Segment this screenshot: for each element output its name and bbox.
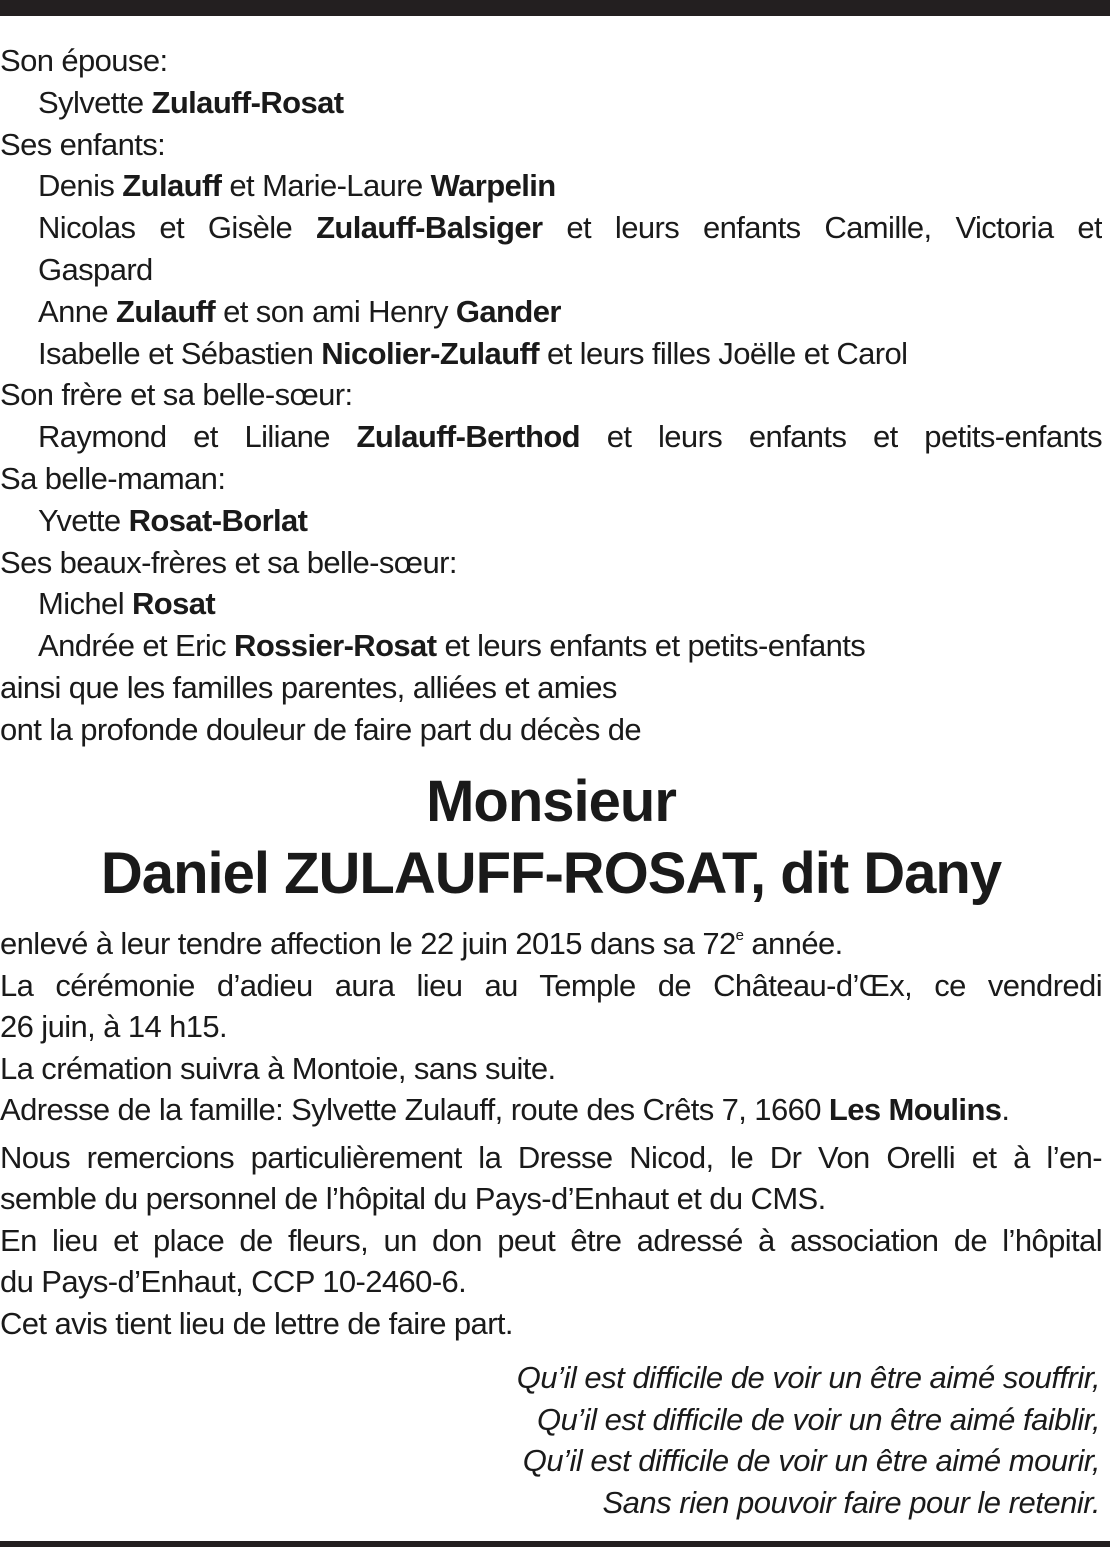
child-entry-1 (0, 165, 1102, 207)
deceased-name: Daniel ZULAUFF-ROSAT, dit Dany (100, 841, 1002, 906)
brother-entry (0, 416, 1102, 458)
in-law-1-first: Michel (38, 586, 124, 622)
brother-surname: Zulauff-Berthod (356, 419, 581, 455)
child-1-first: Denis (38, 168, 115, 204)
child-4-kids: et leurs filles Joëlle et Carol (547, 335, 908, 371)
brother-first: Raymond et Liliane (38, 419, 330, 455)
poem-line-4: Sans rien pouvoir faire pour le retenir. (602, 1484, 1100, 1520)
children-label: Ses enfants: (0, 126, 166, 162)
child-4-first: Isabelle et Sébastien (38, 335, 314, 371)
poem-line-2: Qu’il est difficile de voir un être aimé faiblir, (536, 1401, 1100, 1437)
child-1-partner: et Marie-Laure (229, 168, 423, 204)
poem (0, 1357, 1100, 1523)
detail-line-1 (0, 923, 1102, 965)
address-text: Adresse de la famille: Sylvette Zulauff, route des Crêts 7, 1660 (0, 1092, 821, 1127)
detail-line-4: La crémation suivra à Montoie, sans suite. (0, 1050, 556, 1086)
child-entry-4 (0, 333, 1102, 375)
spouse-first-name: Sylvette (38, 84, 144, 120)
child-2-surname: Zulauff-Balsiger (316, 210, 543, 246)
detail-line-10: Cet avis tient lieu de lettre de faire part. (0, 1305, 513, 1341)
child-1-partner-surname: Warpelin (430, 168, 556, 204)
detail-line-9: du Pays-d’Enhaut, CCP 10-2460-6. (0, 1264, 467, 1299)
brother-kids: et leurs enfants et petits-enfants (606, 419, 1102, 455)
announce-line: ont la profonde douleur de faire part du décès de (0, 711, 642, 747)
detail-line-7: semble du personnel de l’hôpital du Pays-d’Enhaut et du CMS. (0, 1181, 826, 1216)
mother-in-law-first: Yvette (38, 502, 121, 538)
deceased-title: Monsieur (426, 769, 676, 834)
in-law-1-surname: Rosat (132, 586, 216, 622)
detail-1-text: enlevé à leur tendre affection le 22 juin 2015 dans sa 72 (0, 926, 736, 961)
child-4-surname: Nicolier-Zulauff (321, 335, 539, 371)
in-law-entry-2 (0, 625, 1102, 667)
child-entry-2 (0, 207, 1102, 249)
detail-line-6: Nous remercions particulièrement la Dresse Nicod, le Dr Von Orelli et à l’en- (0, 1139, 1102, 1175)
others-line: ainsi que les familles parentes, alliées et amies (0, 669, 617, 705)
details-block (0, 923, 1102, 1344)
detail-1-end: année. (751, 926, 843, 961)
child-3-partner: et son ami Henry (223, 293, 448, 329)
detail-line-8: En lieu et place de fleurs, un don peut être adressé à association de l’hôpital (0, 1222, 1102, 1258)
in-law-entry-1 (0, 583, 1102, 625)
mother-in-law-entry (0, 500, 1102, 542)
brother-label: Son frère et sa belle-sœur: (0, 377, 353, 413)
detail-line-2: La cérémonie d’adieu aura lieu au Temple de Château-d’Œx, ce vendredi (0, 967, 1102, 1003)
detail-line-3: 26 juin, à 14 h15. (0, 1009, 228, 1044)
child-1-surname: Zulauff (122, 168, 222, 204)
child-3-surname: Zulauff (116, 293, 216, 329)
bottom-rule (0, 1541, 1110, 1547)
spouse-entry (0, 82, 1102, 124)
mother-in-law-label: Sa belle-maman: (0, 460, 226, 496)
in-law-2-first: Andrée et Eric (38, 628, 227, 664)
in-law-2-kids: et leurs enfants et petits-enfants (444, 628, 866, 664)
child-entry-3 (0, 291, 1102, 333)
ordinal-suffix: e (735, 927, 744, 944)
in-laws-label: Ses beaux-frères et sa belle-sœur: (0, 544, 457, 580)
spouse-surname: Zulauff-Rosat (151, 84, 344, 120)
family-list (0, 40, 1102, 751)
poem-line-1: Qu’il est difficile de voir un être aimé souffrir, (516, 1360, 1100, 1395)
spouse-label: Son épouse: (0, 43, 168, 78)
child-2-first: Nicolas et Gisèle (38, 210, 293, 246)
child-3-first: Anne (38, 293, 108, 329)
address-period: . (1001, 1092, 1010, 1127)
child-3-partner-surname: Gander (455, 293, 561, 329)
address-locality: Les Moulins (828, 1092, 1002, 1127)
detail-line-5 (0, 1089, 1102, 1131)
poem-line-3: Qu’il est difficile de voir un être aimé mourir, (522, 1443, 1100, 1478)
mother-in-law-surname: Rosat-Borlat (128, 502, 308, 538)
child-2-kids: et leurs enfants Camille, Victoria et (566, 210, 1102, 246)
child-entry-2-cont: Gaspard (38, 251, 153, 287)
deceased-heading (0, 766, 1102, 910)
in-law-2-surname: Rossier-Rosat (234, 628, 437, 664)
top-rule (0, 0, 1110, 16)
